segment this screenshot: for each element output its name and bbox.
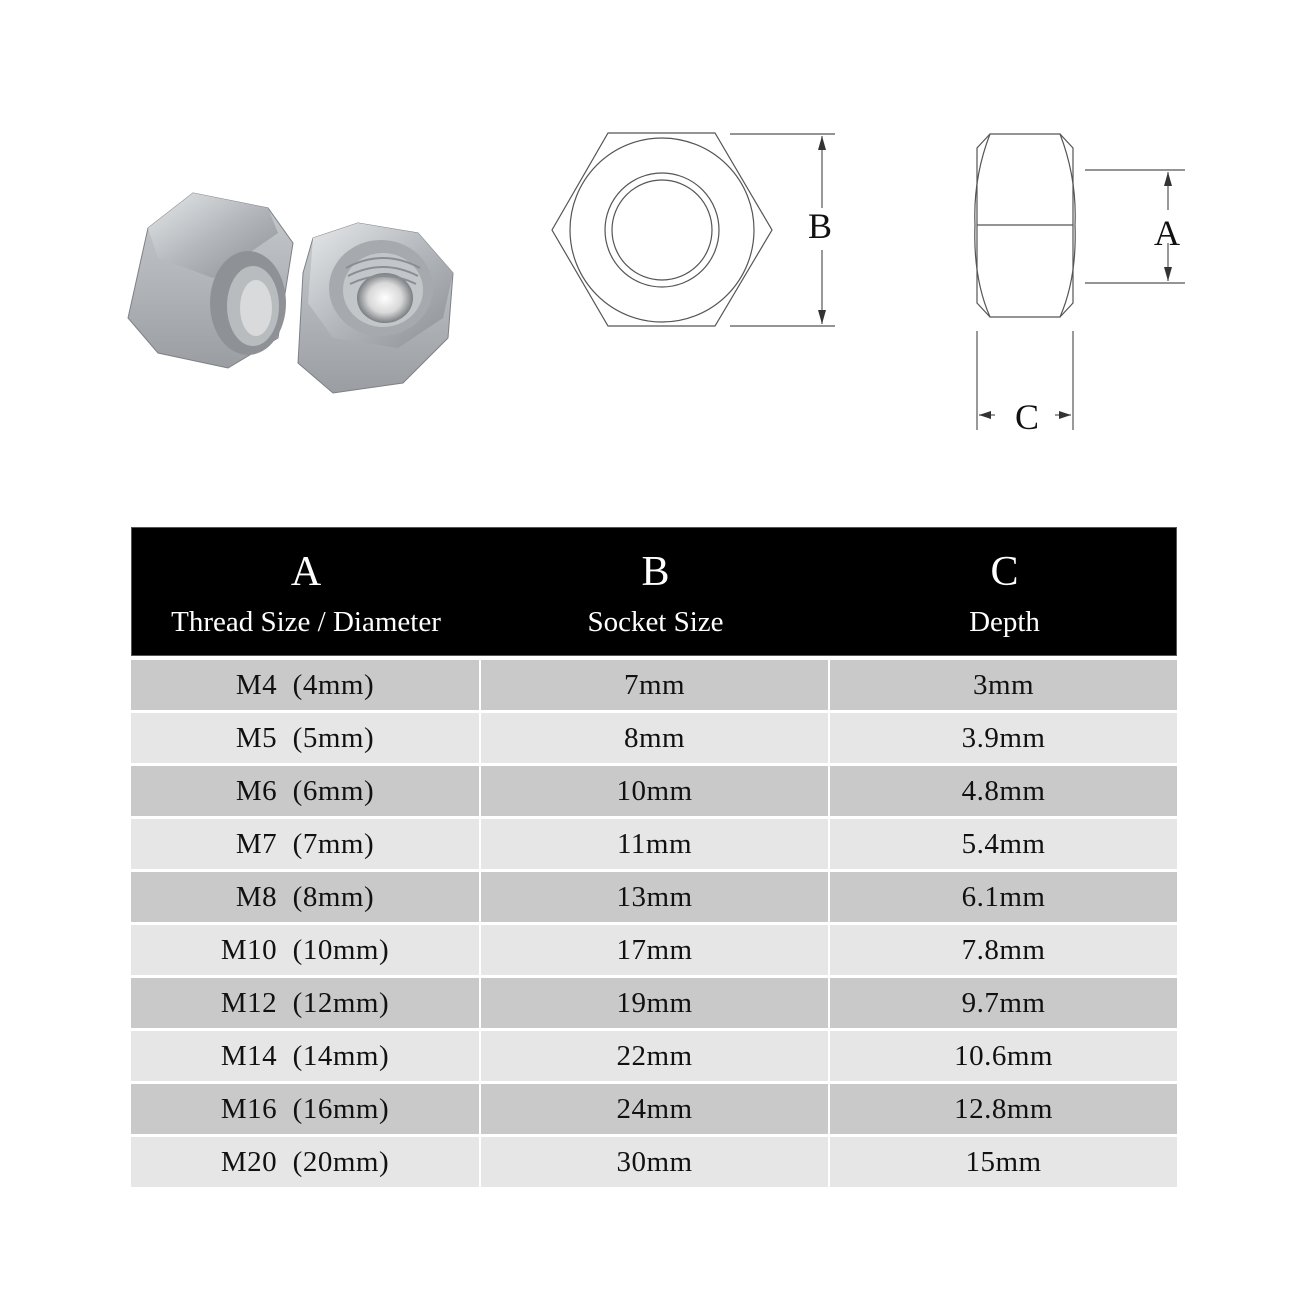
- table-row: [131, 713, 1177, 763]
- depth-cell: 7.8mm: [830, 925, 1177, 975]
- hex-nut-photo: [118, 188, 463, 398]
- thread-size-cell: M16 (16mm): [131, 1084, 479, 1134]
- dimension-label-a: A: [1154, 213, 1180, 253]
- table-body: [131, 660, 1177, 1187]
- thread-size-cell: M10 (10mm): [131, 925, 479, 975]
- thread-size-cell: M5 (5mm): [131, 713, 479, 763]
- thread-size-cell: M6 (6mm): [131, 766, 479, 816]
- socket-size-cell: 22mm: [481, 1031, 828, 1081]
- thread-size-cell: M12 (12mm): [131, 978, 479, 1028]
- socket-size-cell: 19mm: [481, 978, 828, 1028]
- dimension-label-c: C: [1015, 397, 1040, 437]
- table-row: [131, 766, 1177, 816]
- thread-size-cell: M7 (7mm): [131, 819, 479, 869]
- header-thread-size: A Thread Size / Diameter: [171, 549, 441, 638]
- header-depth: C Depth: [969, 549, 1040, 638]
- depth-cell: 10.6mm: [830, 1031, 1177, 1081]
- header-socket-size: B Socket Size: [587, 549, 724, 638]
- table-row: [131, 660, 1177, 710]
- depth-cell: 3.9mm: [830, 713, 1177, 763]
- table-row: [131, 1031, 1177, 1081]
- socket-size-cell: 7mm: [481, 660, 828, 710]
- table-header: [131, 527, 1177, 656]
- thread-size-cell: M14 (14mm): [131, 1031, 479, 1081]
- table-row: [131, 819, 1177, 869]
- arrow-down-icon: [818, 310, 826, 324]
- table-row: [131, 925, 1177, 975]
- hex-nut-side-view-diagram: [965, 128, 1195, 433]
- depth-cell: 15mm: [830, 1137, 1177, 1187]
- dimension-label-b: B: [808, 206, 833, 246]
- table-row: [131, 872, 1177, 922]
- thread-size-cell: M20 (20mm): [131, 1137, 479, 1187]
- socket-size-cell: 13mm: [481, 872, 828, 922]
- table-row: [131, 978, 1177, 1028]
- socket-size-cell: 10mm: [481, 766, 828, 816]
- depth-cell: 3mm: [830, 660, 1177, 710]
- depth-cell: 12.8mm: [830, 1084, 1177, 1134]
- socket-size-cell: 11mm: [481, 819, 828, 869]
- table-row: [131, 1137, 1177, 1187]
- socket-size-cell: 8mm: [481, 713, 828, 763]
- table-row: [131, 1084, 1177, 1134]
- depth-cell: 4.8mm: [830, 766, 1177, 816]
- arrow-up-icon: [818, 136, 826, 150]
- socket-size-cell: 30mm: [481, 1137, 828, 1187]
- socket-size-cell: 24mm: [481, 1084, 828, 1134]
- thread-size-cell: M4 (4mm): [131, 660, 479, 710]
- thread-size-cell: M8 (8mm): [131, 872, 479, 922]
- depth-cell: 5.4mm: [830, 819, 1177, 869]
- depth-cell: 6.1mm: [830, 872, 1177, 922]
- socket-size-cell: 17mm: [481, 925, 828, 975]
- depth-cell: 9.7mm: [830, 978, 1177, 1028]
- nut-size-table: [131, 527, 1177, 1190]
